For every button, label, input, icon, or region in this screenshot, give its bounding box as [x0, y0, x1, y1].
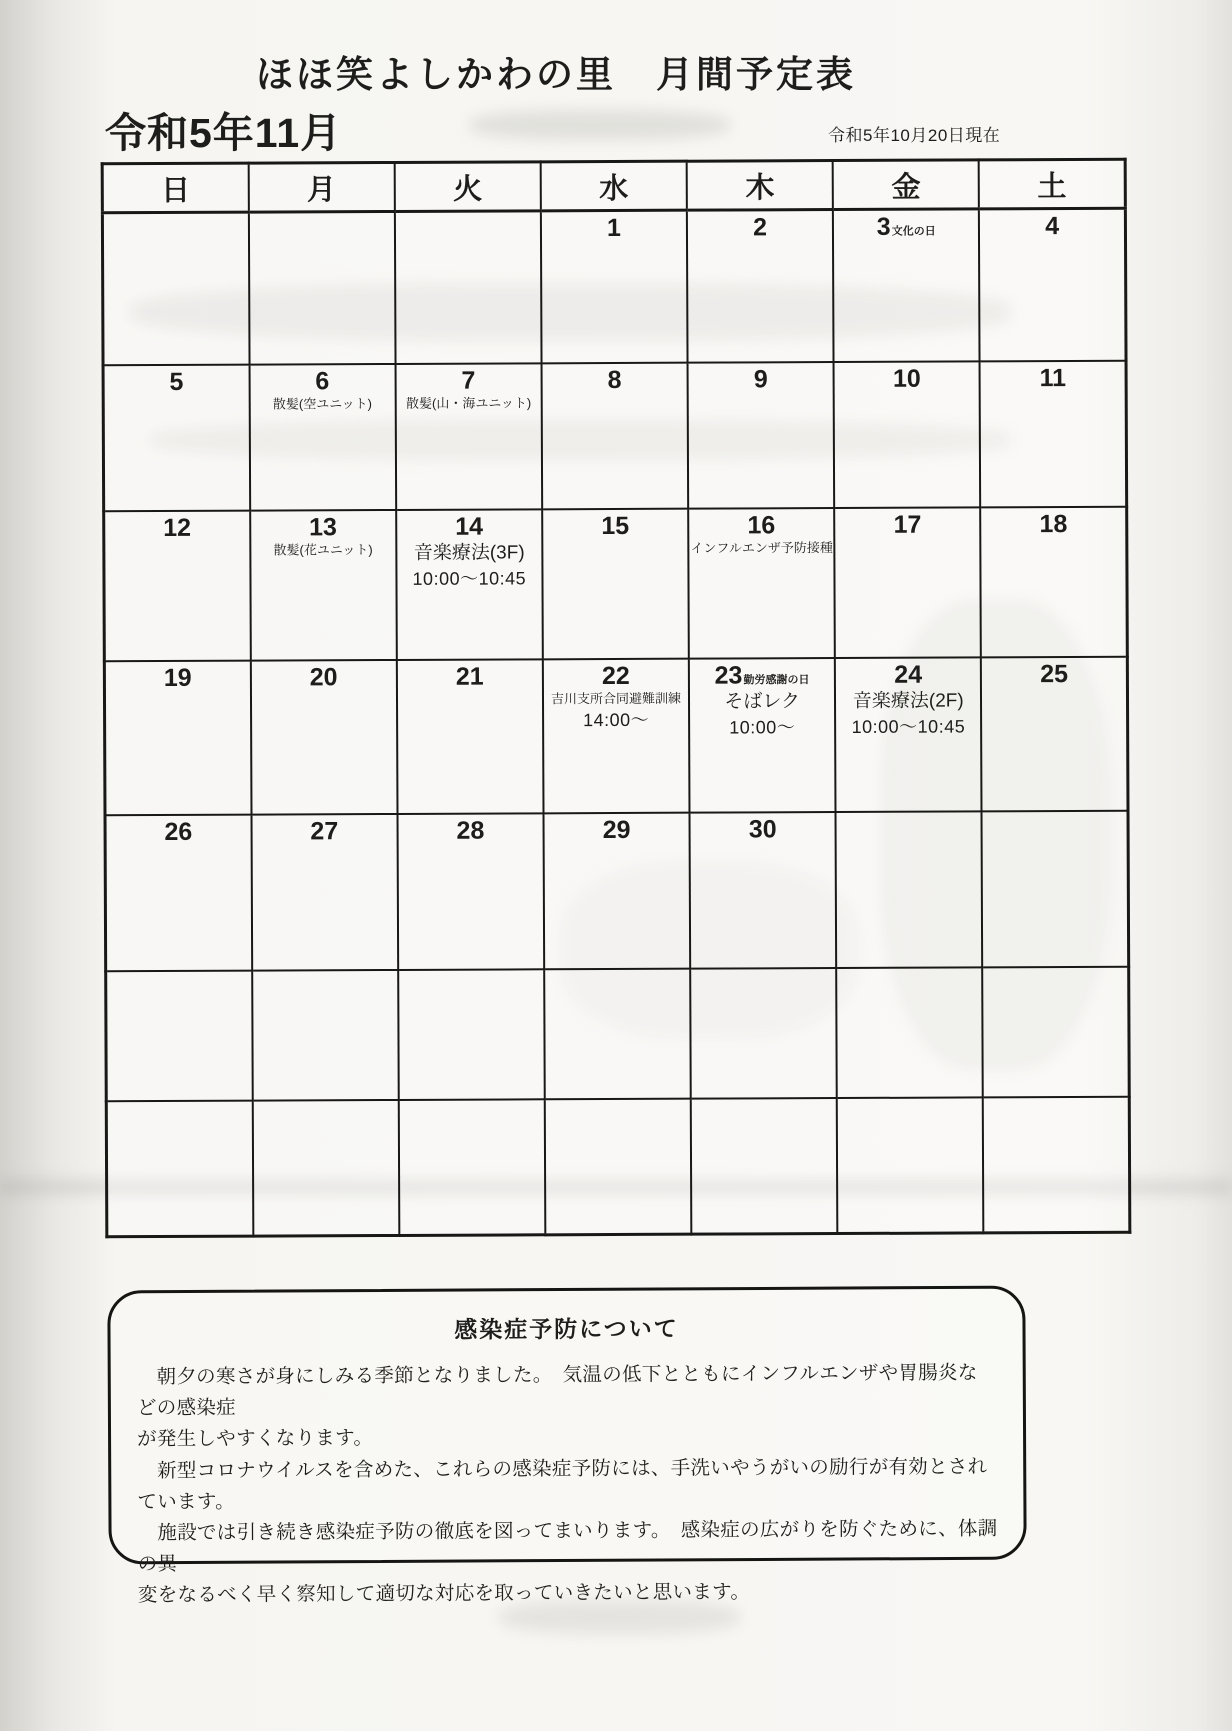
calendar-week-row-1 — [103, 360, 1127, 510]
monthly-calendar — [101, 158, 1132, 1238]
calendar-cell-empty — [249, 211, 396, 364]
event-label: 散髪(空ユニット) — [272, 396, 373, 412]
day-number — [983, 660, 1125, 688]
day-number-text: 30 — [748, 814, 777, 843]
calendar-cell-empty — [690, 968, 837, 1099]
day-number-text: 5 — [169, 367, 184, 396]
day-number — [399, 663, 541, 691]
day-number-text: 15 — [601, 511, 630, 540]
day-number — [545, 816, 687, 844]
calendar-cell-day-13 — [250, 509, 397, 660]
calendar-cell-day-30 — [690, 812, 837, 969]
calendar-cell-day-4 — [979, 208, 1126, 361]
day-number — [398, 513, 540, 541]
calendar-cell-empty — [102, 212, 249, 365]
day-number-text: 17 — [893, 510, 922, 539]
calendar-cell-day-11 — [980, 360, 1127, 507]
calendar-cell-day-14 — [396, 509, 543, 660]
info-box-line: 朝夕の寒さが身にしみる季節となりました。 気温の低下とともにインフルエンザや胃腸炎などの感染症 — [136, 1361, 978, 1420]
calendar-cell-day-5 — [103, 364, 250, 511]
day-number — [689, 214, 831, 242]
day-number-text: 2 — [753, 213, 768, 242]
calendar-cell-day-28 — [397, 813, 544, 970]
day-number — [106, 368, 248, 396]
day-number-text: 14 — [455, 512, 484, 541]
month-label: 令和5年11月 — [105, 110, 343, 156]
day-number — [543, 215, 685, 243]
calendar-cell-day-29 — [543, 812, 690, 969]
calendar-cell-day-21 — [397, 659, 544, 814]
event-label: そばレク — [724, 691, 801, 713]
day-number-text: 16 — [747, 510, 776, 539]
document-title: ほほ笑よしかわの里 月間予定表 — [256, 54, 856, 95]
calendar-week-row-4 — [105, 810, 1129, 970]
calendar-cell-empty — [398, 969, 545, 1100]
calendar-cell-day-16 — [688, 508, 835, 659]
event-label: インフルエンザ予防接種 — [690, 540, 833, 556]
weekday-header-row — [102, 159, 1125, 212]
day-number — [251, 367, 393, 395]
info-box-title: 感染症予防について — [454, 1315, 679, 1343]
day-number — [835, 213, 977, 241]
infection-prevention-box — [107, 1286, 1026, 1607]
day-number-text: 21 — [455, 662, 484, 691]
event-label: 散髪(山・海ユニット) — [405, 395, 532, 411]
calendar-cell-empty — [106, 1100, 253, 1237]
weekday-header-0: 日 — [102, 163, 248, 213]
event-label: 10:00〜 — [729, 716, 796, 738]
holiday-label: 文化の日 — [891, 225, 936, 238]
calendar-cell-day-24 — [835, 657, 982, 812]
calendar-cell-empty — [837, 1097, 984, 1234]
day-number — [252, 663, 394, 691]
calendar-cell-empty — [545, 1098, 692, 1235]
day-number-text: 29 — [602, 815, 631, 844]
info-box-body — [137, 1358, 998, 1612]
day-number-text: 9 — [753, 364, 768, 393]
calendar-cell-empty — [544, 968, 691, 1099]
day-number-text: 18 — [1039, 509, 1068, 538]
day-number — [690, 366, 832, 394]
day-number — [543, 366, 685, 394]
day-number-text: 1 — [606, 213, 621, 243]
day-number — [836, 365, 978, 393]
calendar-cell-day-6 — [249, 363, 396, 510]
day-number-text: 20 — [309, 662, 338, 691]
day-number-text: 4 — [1045, 212, 1060, 241]
day-number-text: 12 — [163, 513, 192, 542]
calendar-week-row-6 — [106, 1096, 1130, 1236]
calendar-cell-day-12 — [104, 510, 251, 661]
day-number-text: 13 — [308, 512, 337, 541]
day-number-text: 25 — [1040, 659, 1069, 688]
as-of-date-label: 令和5年10月20日現在 — [828, 126, 1001, 145]
day-number — [544, 512, 686, 540]
event-label: 音楽療法(3F) — [413, 542, 525, 564]
calendar-cell-empty — [983, 966, 1130, 1097]
scan-artifact — [470, 110, 730, 140]
calendar-cell-day-17 — [834, 507, 981, 658]
day-number — [106, 514, 248, 542]
day-number — [981, 213, 1123, 241]
day-number — [545, 662, 687, 690]
day-number-text: 23 — [714, 660, 743, 690]
calendar-cell-day-23 — [689, 658, 836, 813]
calendar-cell-empty — [399, 1099, 546, 1236]
calendar-cell-day-19 — [104, 660, 251, 815]
event-label: 10:00〜10:45 — [412, 568, 527, 589]
calendar-cell-empty — [836, 811, 983, 968]
day-number — [399, 817, 541, 845]
day-number — [252, 513, 394, 541]
day-number-text: 22 — [601, 661, 630, 690]
event-label: 吉川支所合同避難訓練 — [550, 690, 682, 707]
calendar-cell-empty — [836, 967, 983, 1098]
day-number — [692, 816, 834, 844]
day-number — [397, 367, 539, 395]
day-number-text: 26 — [164, 817, 193, 846]
weekday-header-1: 月 — [248, 162, 394, 212]
calendar-cell-day-15 — [542, 508, 689, 659]
calendar-cell-day-26 — [105, 814, 252, 971]
day-number-text: 27 — [310, 816, 339, 845]
day-number-text: 3 — [876, 212, 891, 241]
calendar-cell-empty — [395, 211, 542, 364]
weekday-header-4: 木 — [687, 161, 833, 211]
calendar-cell-day-3 — [833, 209, 980, 362]
weekday-header-2: 火 — [394, 162, 540, 212]
day-number-text: 19 — [163, 663, 192, 692]
day-number — [108, 818, 250, 846]
day-number — [107, 664, 249, 692]
day-number — [690, 512, 832, 540]
event-label: 10:00〜10:45 — [851, 716, 966, 737]
info-box-line: が発生しやすくなります。 — [137, 1427, 374, 1451]
day-number — [836, 511, 978, 539]
holiday-label: 勤労感謝の日 — [743, 673, 810, 686]
day-number — [691, 662, 833, 690]
weekday-header-6: 土 — [979, 159, 1125, 209]
calendar-cell-day-22 — [543, 658, 690, 813]
day-number-text: 10 — [892, 364, 921, 393]
calendar-cell-day-2 — [687, 210, 834, 363]
day-number — [983, 510, 1125, 538]
calendar-cell-day-27 — [251, 813, 398, 970]
calendar-cell-empty — [983, 1096, 1130, 1233]
calendar-week-row-5 — [106, 966, 1130, 1100]
calendar-week-row-2 — [104, 506, 1128, 660]
calendar-cell-day-18 — [981, 506, 1128, 657]
day-number-text: 11 — [1039, 363, 1067, 392]
calendar-cell-day-8 — [541, 362, 688, 509]
calendar-cell-day-25 — [981, 656, 1128, 811]
event-label: 散髪(花ユニット) — [273, 542, 373, 558]
calendar-cell-day-20 — [250, 659, 397, 814]
calendar-week-row-0 — [102, 208, 1126, 364]
info-box-line: 変をなるべく早く察知して適切な対応を取っていきたいと思います。 — [137, 1581, 751, 1607]
day-number — [982, 364, 1124, 392]
calendar-cell-empty — [982, 810, 1129, 967]
calendar-cell-day-1 — [541, 210, 688, 363]
day-number-text: 24 — [894, 660, 923, 689]
weekday-header-5: 金 — [833, 160, 979, 210]
calendar-cell-empty — [252, 969, 399, 1100]
day-number — [837, 661, 979, 689]
day-number-text: 6 — [315, 366, 330, 395]
calendar-cell-day-9 — [688, 362, 835, 509]
calendar-week-row-3 — [104, 656, 1128, 814]
calendar-cell-empty — [106, 970, 253, 1101]
event-label: 14:00〜 — [583, 709, 650, 731]
calendar-cell-day-10 — [834, 361, 981, 508]
day-number-text: 28 — [456, 816, 485, 845]
day-number — [253, 817, 395, 845]
day-number-text: 8 — [607, 365, 622, 394]
calendar-cell-day-7 — [395, 363, 542, 510]
info-box-line: 新型コロナウイルスを含めた、これらの感染症予防には、手洗いやうがいの励行が有効とされています。 — [137, 1455, 988, 1514]
day-number-text: 7 — [461, 366, 476, 395]
calendar-cell-empty — [252, 1099, 399, 1236]
calendar-cell-empty — [691, 1098, 838, 1235]
weekday-header-3: 水 — [541, 161, 687, 211]
info-box-line: 施設では引き続き感染症予防の徹底を図ってまいります。 感染症の広がりを防ぐために、体調の異 — [137, 1517, 998, 1576]
event-label: 音楽療法(2F) — [852, 690, 964, 712]
